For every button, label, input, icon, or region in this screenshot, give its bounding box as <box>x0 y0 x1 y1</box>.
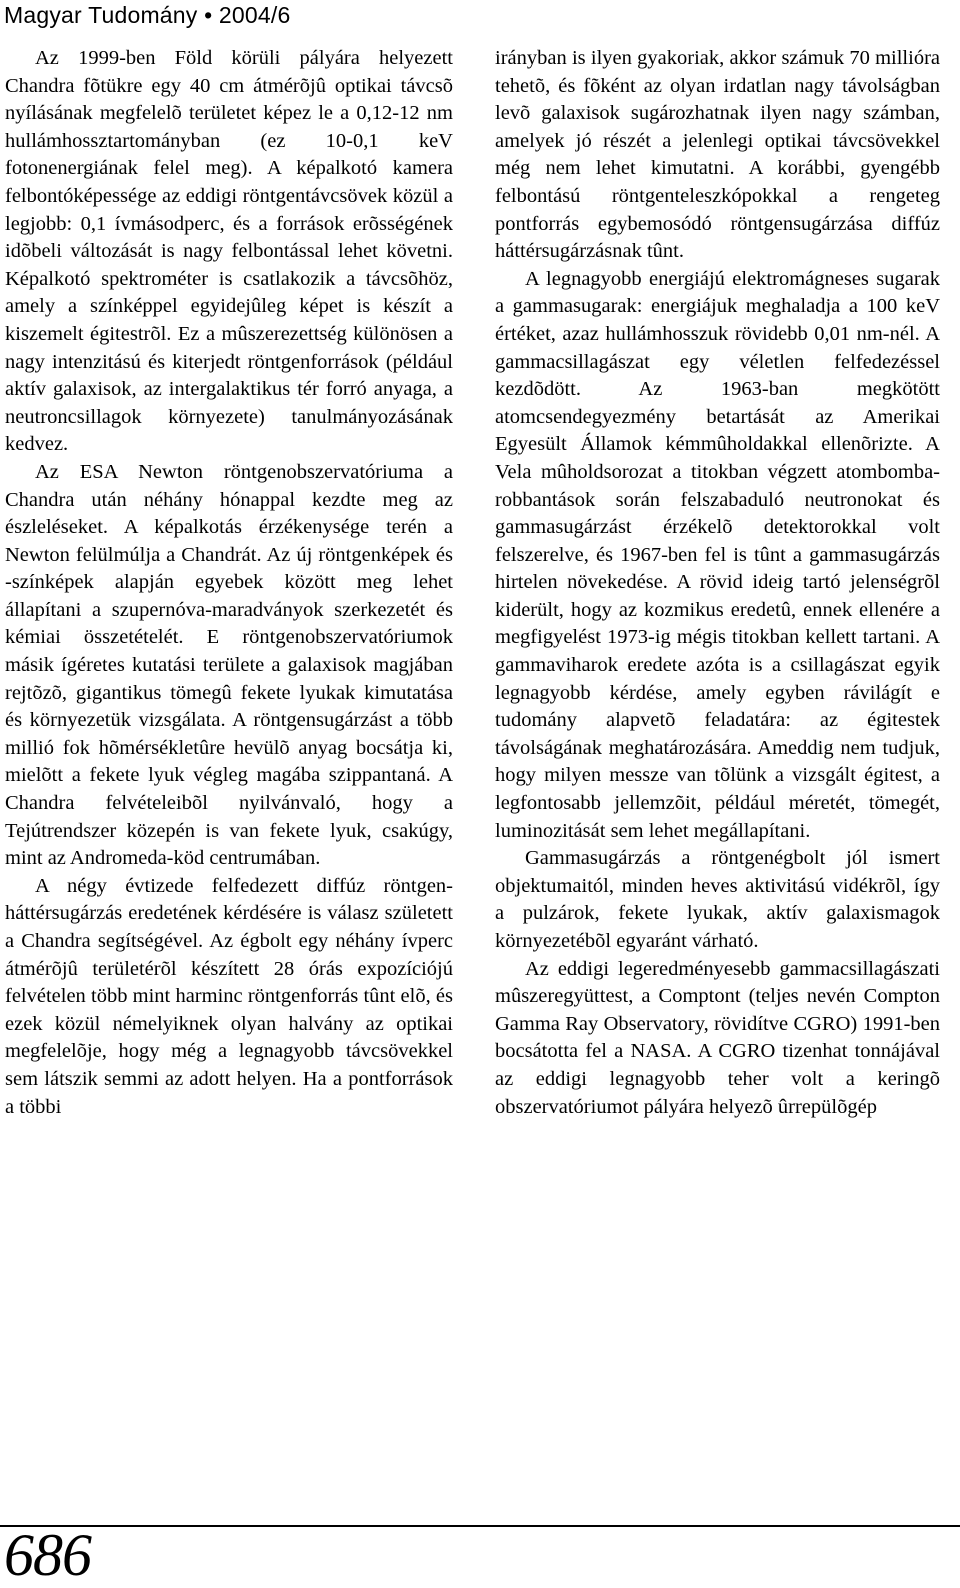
footer-rule <box>0 1525 960 1527</box>
paragraph: A négy évtizede felfedezett diffúz röntgen-háttérsugárzás eredetének kérdésére is válasz született a Chandra segítségével. Az égbolt egy néhány ívperc átmérõjû területérõl készített 28 órás expozíciójú felvételen több mint harminc röntgenforrás tûnt elõ, és ezek közül némelyiknek olyan halvány az optikai megfelelõje, hogy még a legnagyobb távcsövekkel sem látszik semmi az adott helyen. Ha a pontforrások a többi <box>5 874 453 1118</box>
paragraph: A legnagyobb energiájú elektromágneses sugarak a gammasugarak: energiájuk meghaladja a 100 keV értéket, azaz hullámhosszuk rövidebb 0,01 nm-nél. A gammacsillagászat egy véletlen felfedezéssel kezdõdött. Az 1963-ban megkötött atomcsendegyezmény betartását az Amerikai Egyesült Államok kémmûholdakkal ellenõrizte. A Vela mûholdsorozat a titokban végzett atombomba-robbantások során felszabaduló neutronokat és gammasugárzást érzékelõ detektorokkal volt felszerelve, és 1967-ben fel is tûnt a gammasugárzás hirtelen növekedése. A rövid ideig tartó jelenségrõl kiderült, hogy az kozmikus eredetû, ennek ellenére a megfigyelést 1973-ig mégis titokban kellett tartani. A gammaviharok eredete azóta is a csillagászat egyik legnagyobb kérdése, amely egyben rávilágít e tudomány alapvetõ feladatára: az égitestek távolságának meghatározására. Ameddig nem tudjuk, hogy milyen messze van tõlünk a vizsgált égitest, a legfontosabb jellemzõit, például méretét, tömegét, luminozitását sem lehet megállapítani. <box>495 267 940 842</box>
paragraph: Gammasugárzás a röntgenégbolt jól ismert objektumaitól, minden heves aktivitású vidékrõl, így a pulzárok, fekete lyukak, aktív galaxismagok környezetébõl egyaránt várható. <box>495 847 940 952</box>
paragraph: irányban is ilyen gyakoriak, akkor számuk 70 millióra tehetõ, és fõként az olyan irdatlan nagy távolságban levõ galaxisok sugározhatnak ilyen nagy számban, amelyek jó részét a jelenlegi optikai távcsövekkel még nem lehet kimutatni. A korábbi, gyengébb felbontású röntgenteleszkópokkal a rengeteg pontforrás egybemosódó röntgensugárzása diffúz háttérsugárzásnak tûnt. <box>495 47 940 263</box>
paragraph: Az 1999-ben Föld körüli pályára helyezett Chandra fõtükre egy 40 cm átmérõjû optikai távcsõ nyílásának megfelelõ területet képez le a 0,12-12 nm hullámhossztartományban (ez 10-0,1 keV fotonenergiának felel meg). A képalkotó kamera felbontóképessége az eddigi röntgentávcsövek közül a legjobb: 0,1 ívmásodperc, és a források erõsségének idõbeli változását is nagy felbontással lehet követni. Képalkotó spektrométer is csatlakozik a távcsõhöz, amely a színképpel egyidejûleg képet is készít a kiszemelt égitestrõl. Ez a mûszerezettség különösen a nagy intenzitású és kiterjedt röntgenforrások (például aktív galaxisok, az intergalaktikus tér forró anyaga, a neutroncsillagok környezete) tanulmányozásának kedvez. <box>5 47 453 456</box>
paragraph: Az ESA Newton röntgenobszervatóriuma a Chandra után néhány hónappal kezdte meg az észleléseket. A képalkotás érzékenysége terén a Newton felülmúlja a Chandrát. Az új röntgenképek és -színképek alapján egyebek között meg lehet állapítani a szupernóva-maradványok szerkezetét és kémiai összetételét. E röntgenobszervatóriumok másik ígéretes kutatási területe a galaxisok magjában rejtõzõ, gigantikus tömegû fekete lyukak kimutatása és környezetük vizsgálata. A röntgensugárzást a több millió fok hõmérsékletûre hevülõ anyag bocsátja ki, mielõtt a fekete lyuk végleg magába szippantaná. A Chandra felvételeibõl nyilvánvaló, hogy a Tejútrendszer közepén is van fekete lyuk, csakúgy, mint az Andromeda-köd centrumában. <box>5 460 453 870</box>
left-column <box>5 45 453 1121</box>
running-header: Magyar Tudomány • 2004/6 <box>4 2 291 28</box>
page-number: 686 <box>4 1522 91 1588</box>
paragraph: Az eddigi legeredményesebb gammacsillagászati mûszeregyüttest, a Comptont (teljes nevén Compton Gamma Ray Observatory, rövidítve CGRO) 1991-ben bocsátotta fel a NASA. A CGRO tizenhat tonnájával az eddigi legnagyobb teher volt a keringõ obszervatóriumot pályára helyezõ ûrrepülõgép <box>495 957 940 1118</box>
right-column <box>495 45 940 1121</box>
